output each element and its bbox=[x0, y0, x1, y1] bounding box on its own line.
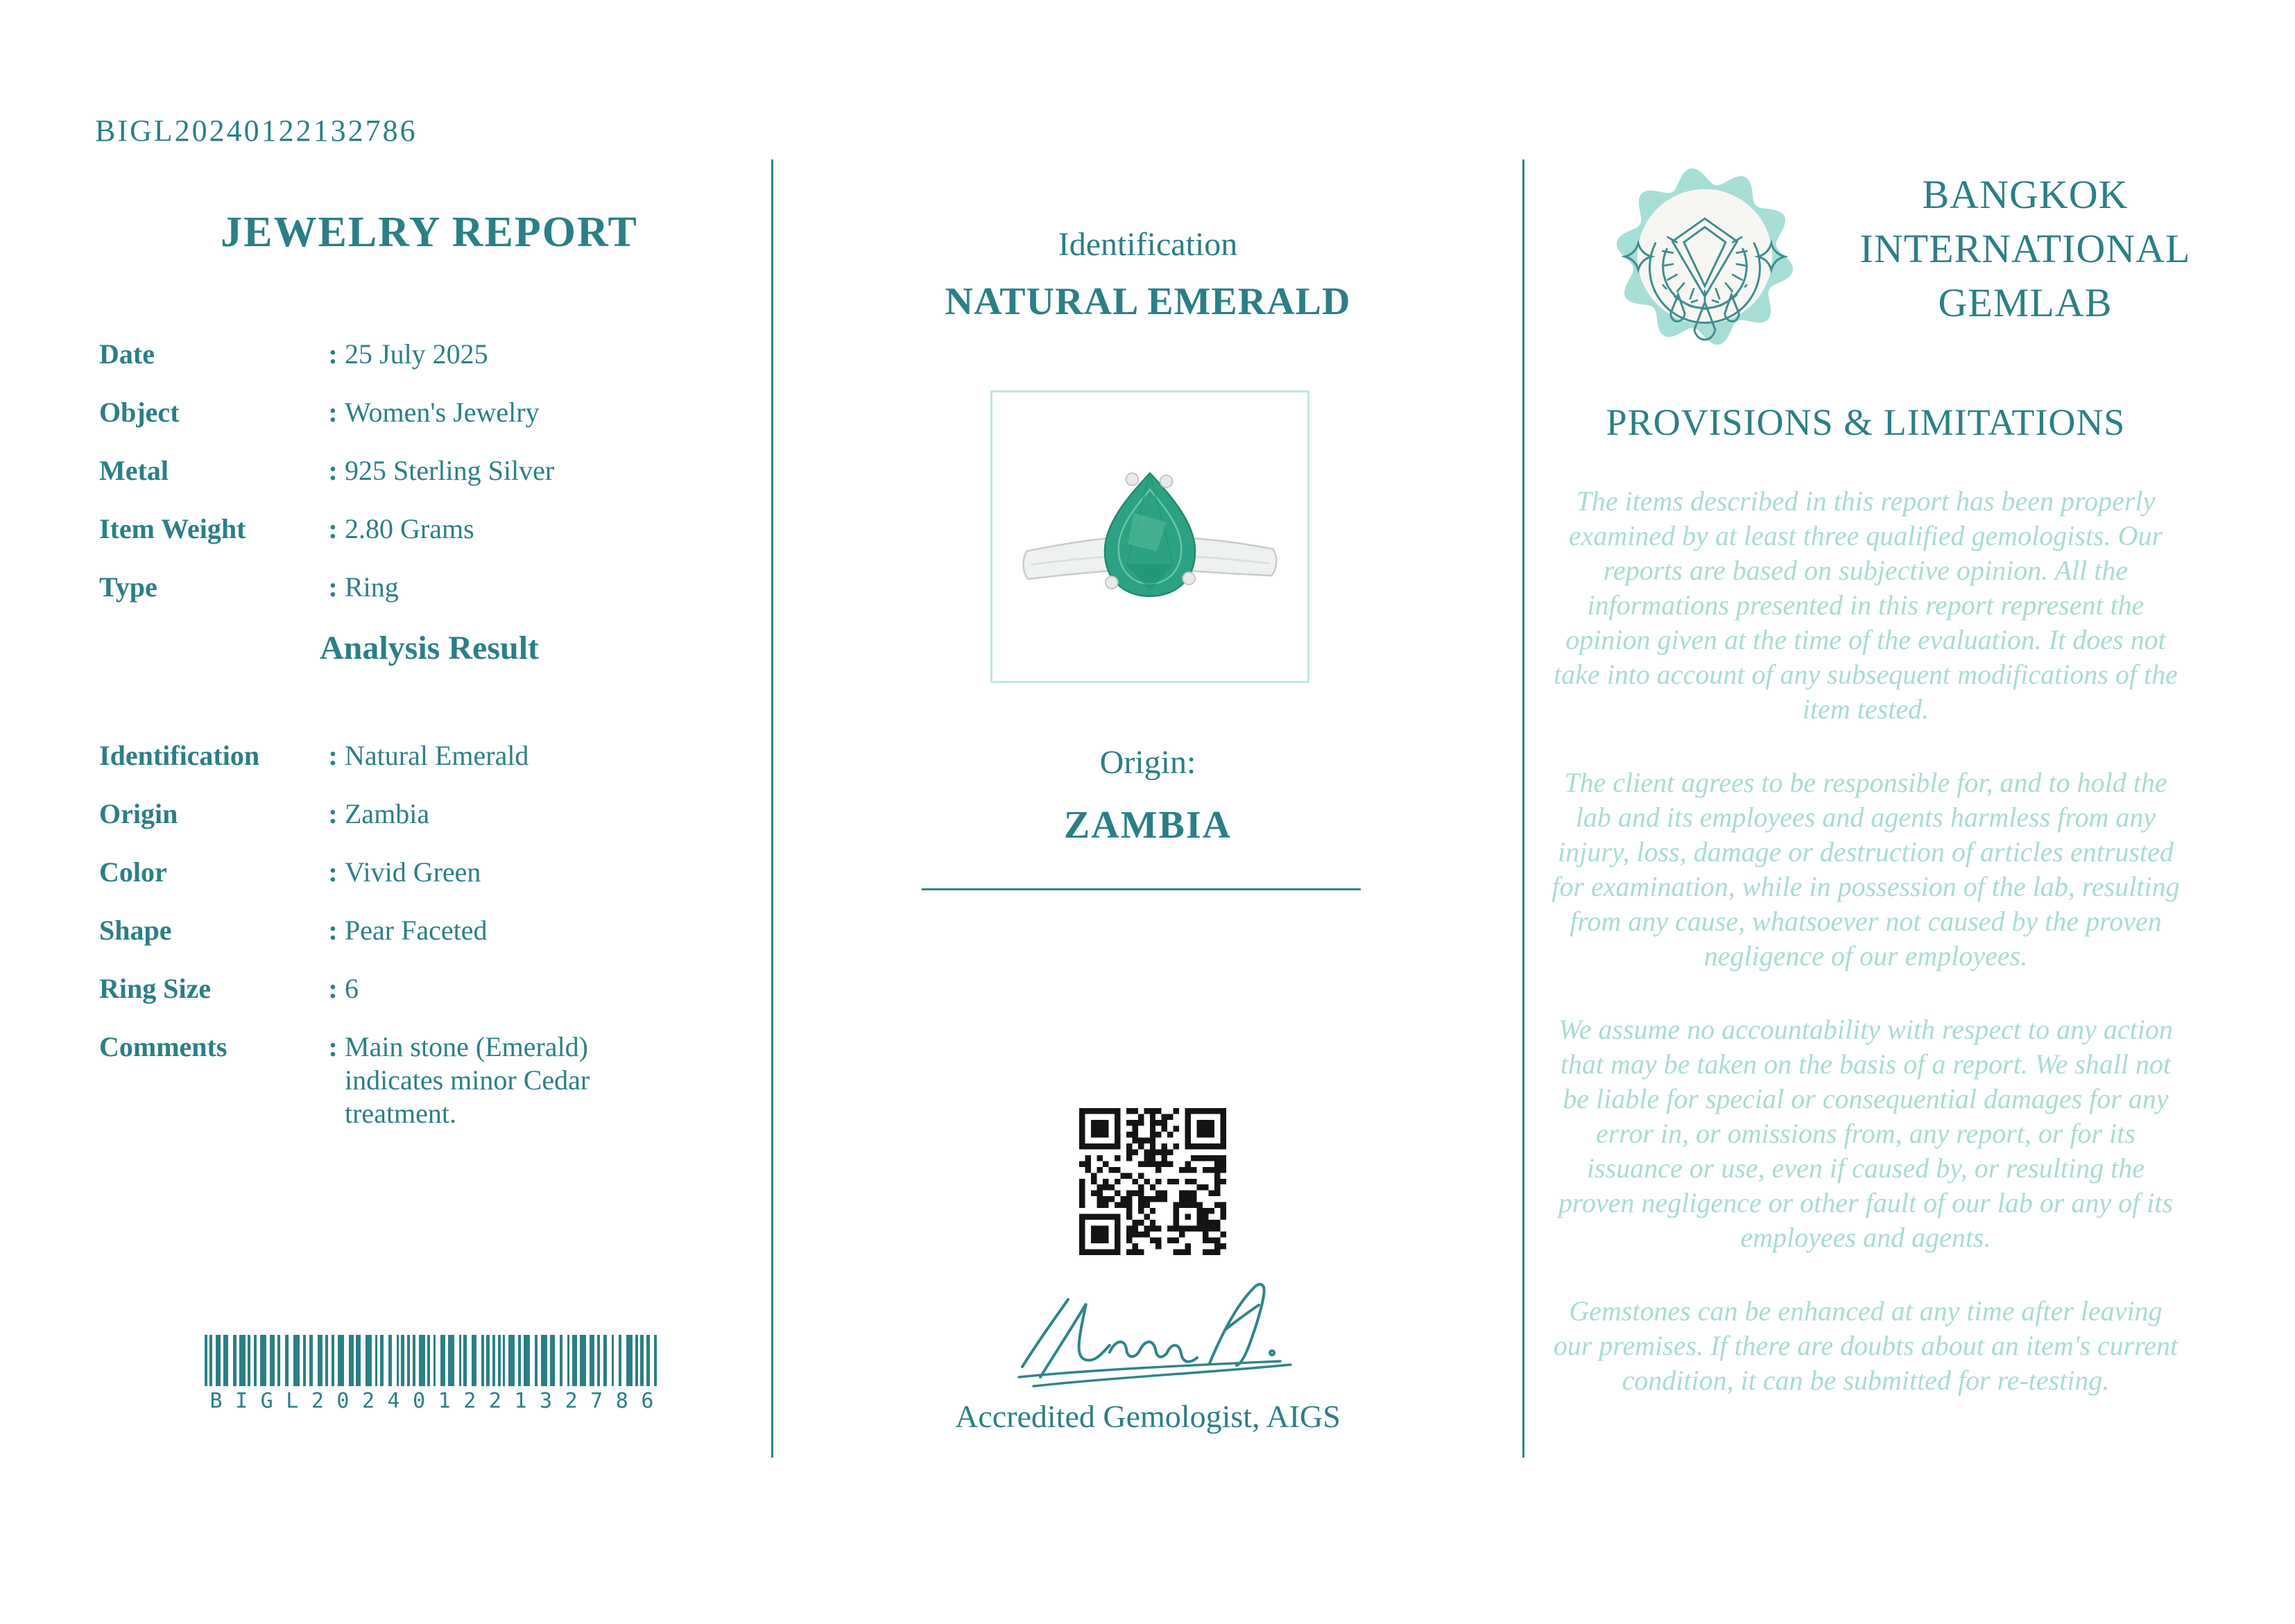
field-label: Metal bbox=[99, 455, 169, 486]
barcode-bars bbox=[205, 1335, 659, 1386]
field-label: Comments bbox=[99, 1031, 227, 1062]
field-value: 925 Sterling Silver bbox=[345, 455, 555, 486]
barcode-char: 0 bbox=[336, 1389, 350, 1413]
field-value: Natural Emerald bbox=[345, 740, 529, 771]
lab-name bbox=[1831, 168, 2219, 330]
certificate-number: BIGL20240122132786 bbox=[95, 114, 418, 148]
field-row bbox=[99, 338, 759, 371]
field-value: 25 July 2025 bbox=[345, 338, 488, 370]
barcode-char: 6 bbox=[641, 1389, 654, 1413]
signature-strokes bbox=[981, 1273, 1314, 1397]
field-colon: : bbox=[328, 338, 338, 370]
field-label: Shape bbox=[99, 915, 172, 946]
barcode-char: I bbox=[235, 1389, 248, 1413]
barcode-char: 2 bbox=[463, 1389, 476, 1413]
provisions-paragraph: The client agrees to be responsible for, and to hold the lab and its employees and agents harmless from any injury, loss, damage or destruction of articles entrusted for examination, while in possession of the lab, resulting from any cause, whatsoever not caused by the proven negligence of our employees. bbox=[1552, 767, 2180, 971]
field-colon: : bbox=[328, 571, 338, 603]
lab-name-line: GEMLAB bbox=[1938, 280, 2113, 325]
field-colon: : bbox=[328, 973, 338, 1004]
barcode-char: 2 bbox=[565, 1389, 578, 1413]
provisions-section bbox=[1547, 401, 2185, 1437]
qr-code-image bbox=[1079, 1108, 1226, 1255]
origin-label: Origin: bbox=[1099, 744, 1196, 781]
barcode-char: 1 bbox=[514, 1389, 527, 1413]
field-row bbox=[99, 396, 759, 429]
field-value: 6 bbox=[345, 973, 359, 1004]
prong bbox=[1183, 572, 1195, 585]
field-row bbox=[99, 797, 759, 831]
field-value: Main stone (Emerald) indicates minor Cedar treatment. bbox=[345, 1031, 590, 1129]
barcode-char: 4 bbox=[387, 1389, 400, 1413]
field-colon: : bbox=[328, 856, 338, 888]
field-label: Identification bbox=[99, 740, 260, 771]
gemologist-title: Accredited Gemologist, AIGS bbox=[955, 1399, 1341, 1434]
provisions-title: PROVISIONS & LIMITATIONS bbox=[1606, 401, 2126, 443]
field-row bbox=[99, 1030, 759, 1130]
field-colon: : bbox=[328, 740, 338, 771]
field-row bbox=[99, 914, 759, 947]
ring-illustration bbox=[992, 392, 1307, 681]
field-colon: : bbox=[328, 915, 338, 946]
barcode-char: G bbox=[260, 1389, 273, 1413]
field-colon: : bbox=[328, 455, 338, 486]
field-label: Type bbox=[99, 571, 157, 603]
identification-result: NATURAL EMERALD bbox=[945, 280, 1351, 323]
field-value: 2.80 Grams bbox=[345, 513, 474, 544]
field-label: Item Weight bbox=[99, 513, 246, 544]
field-label: Ring Size bbox=[99, 973, 212, 1004]
field-label: Object bbox=[99, 397, 180, 428]
barcode-text bbox=[210, 1389, 654, 1413]
barcode bbox=[205, 1335, 659, 1413]
ring-photo bbox=[990, 390, 1309, 683]
field-colon: : bbox=[328, 798, 338, 829]
analysis-result-title: Analysis Result bbox=[319, 630, 540, 666]
field-row bbox=[99, 739, 759, 772]
provisions-paragraph: Gemstones can be enhanced at any time after leaving our premises. If there are doubts about an item's current condition, it can be submitted for re-testing. bbox=[1553, 1295, 2178, 1396]
field-row bbox=[99, 512, 759, 546]
prong bbox=[1106, 576, 1118, 589]
barcode-char: 2 bbox=[311, 1389, 324, 1413]
field-value: Vivid Green bbox=[345, 856, 481, 888]
signature bbox=[981, 1273, 1314, 1397]
barcode-char: 2 bbox=[361, 1389, 375, 1413]
field-label: Color bbox=[99, 856, 167, 888]
field-value: Women's Jewelry bbox=[345, 397, 540, 428]
provisions-paragraph: We assume no accountability with respect to any action that may be taken on the basis of a report. We shall not be liable for special or consequential damages for any error in, or omissions from, any report, or for its issuance or use, even if caused by, or resulting the proven negligence or other fault of our lab or any of its employees and agents. bbox=[1558, 1014, 2174, 1253]
lab-name-line: BANGKOK bbox=[1922, 172, 2129, 217]
column-divider bbox=[1522, 159, 1524, 1458]
field-value: Zambia bbox=[345, 798, 430, 829]
barcode-char: 7 bbox=[590, 1389, 603, 1413]
barcode-char: 8 bbox=[615, 1389, 628, 1413]
report-title: JEWELRY REPORT bbox=[221, 209, 638, 256]
field-colon: : bbox=[328, 397, 338, 428]
jewelry-report-section bbox=[99, 208, 759, 1155]
field-value: Ring bbox=[345, 571, 399, 603]
field-row bbox=[99, 856, 759, 889]
field-value: Pear Faceted bbox=[345, 915, 488, 946]
field-colon: : bbox=[328, 513, 338, 544]
barcode-char: 3 bbox=[540, 1389, 553, 1413]
barcode-char: 2 bbox=[488, 1389, 501, 1413]
barcode-char: B bbox=[209, 1389, 223, 1413]
lab-name-line: INTERNATIONAL bbox=[1859, 226, 2191, 271]
origin-underline bbox=[922, 888, 1361, 890]
barcode-char: L bbox=[286, 1389, 299, 1413]
field-row bbox=[99, 454, 759, 487]
prong bbox=[1160, 475, 1173, 487]
field-colon: : bbox=[328, 1031, 338, 1062]
field-row bbox=[99, 571, 759, 604]
field-label: Origin bbox=[99, 798, 178, 829]
qr-code bbox=[1079, 1108, 1226, 1255]
barcode-char: 1 bbox=[438, 1389, 451, 1413]
identification-section-title: Identification bbox=[1058, 226, 1238, 263]
gemlab-logo-badge bbox=[1610, 162, 1800, 352]
provisions-paragraph: The items described in this report has been properly examined by at least three qualified gemologists. Our reports are based on subjective opinion. All the informations presented in this report represent the opinion given at the time of the evaluation. It does not take into account of any subsequent modifications of the item tested. bbox=[1554, 485, 2178, 725]
ring-band-left bbox=[1024, 538, 1110, 579]
prong bbox=[1126, 473, 1138, 485]
field-label: Date bbox=[99, 338, 155, 370]
origin-value: ZAMBIA bbox=[1063, 804, 1232, 847]
barcode-char: 0 bbox=[413, 1389, 426, 1413]
field-row bbox=[99, 972, 759, 1005]
